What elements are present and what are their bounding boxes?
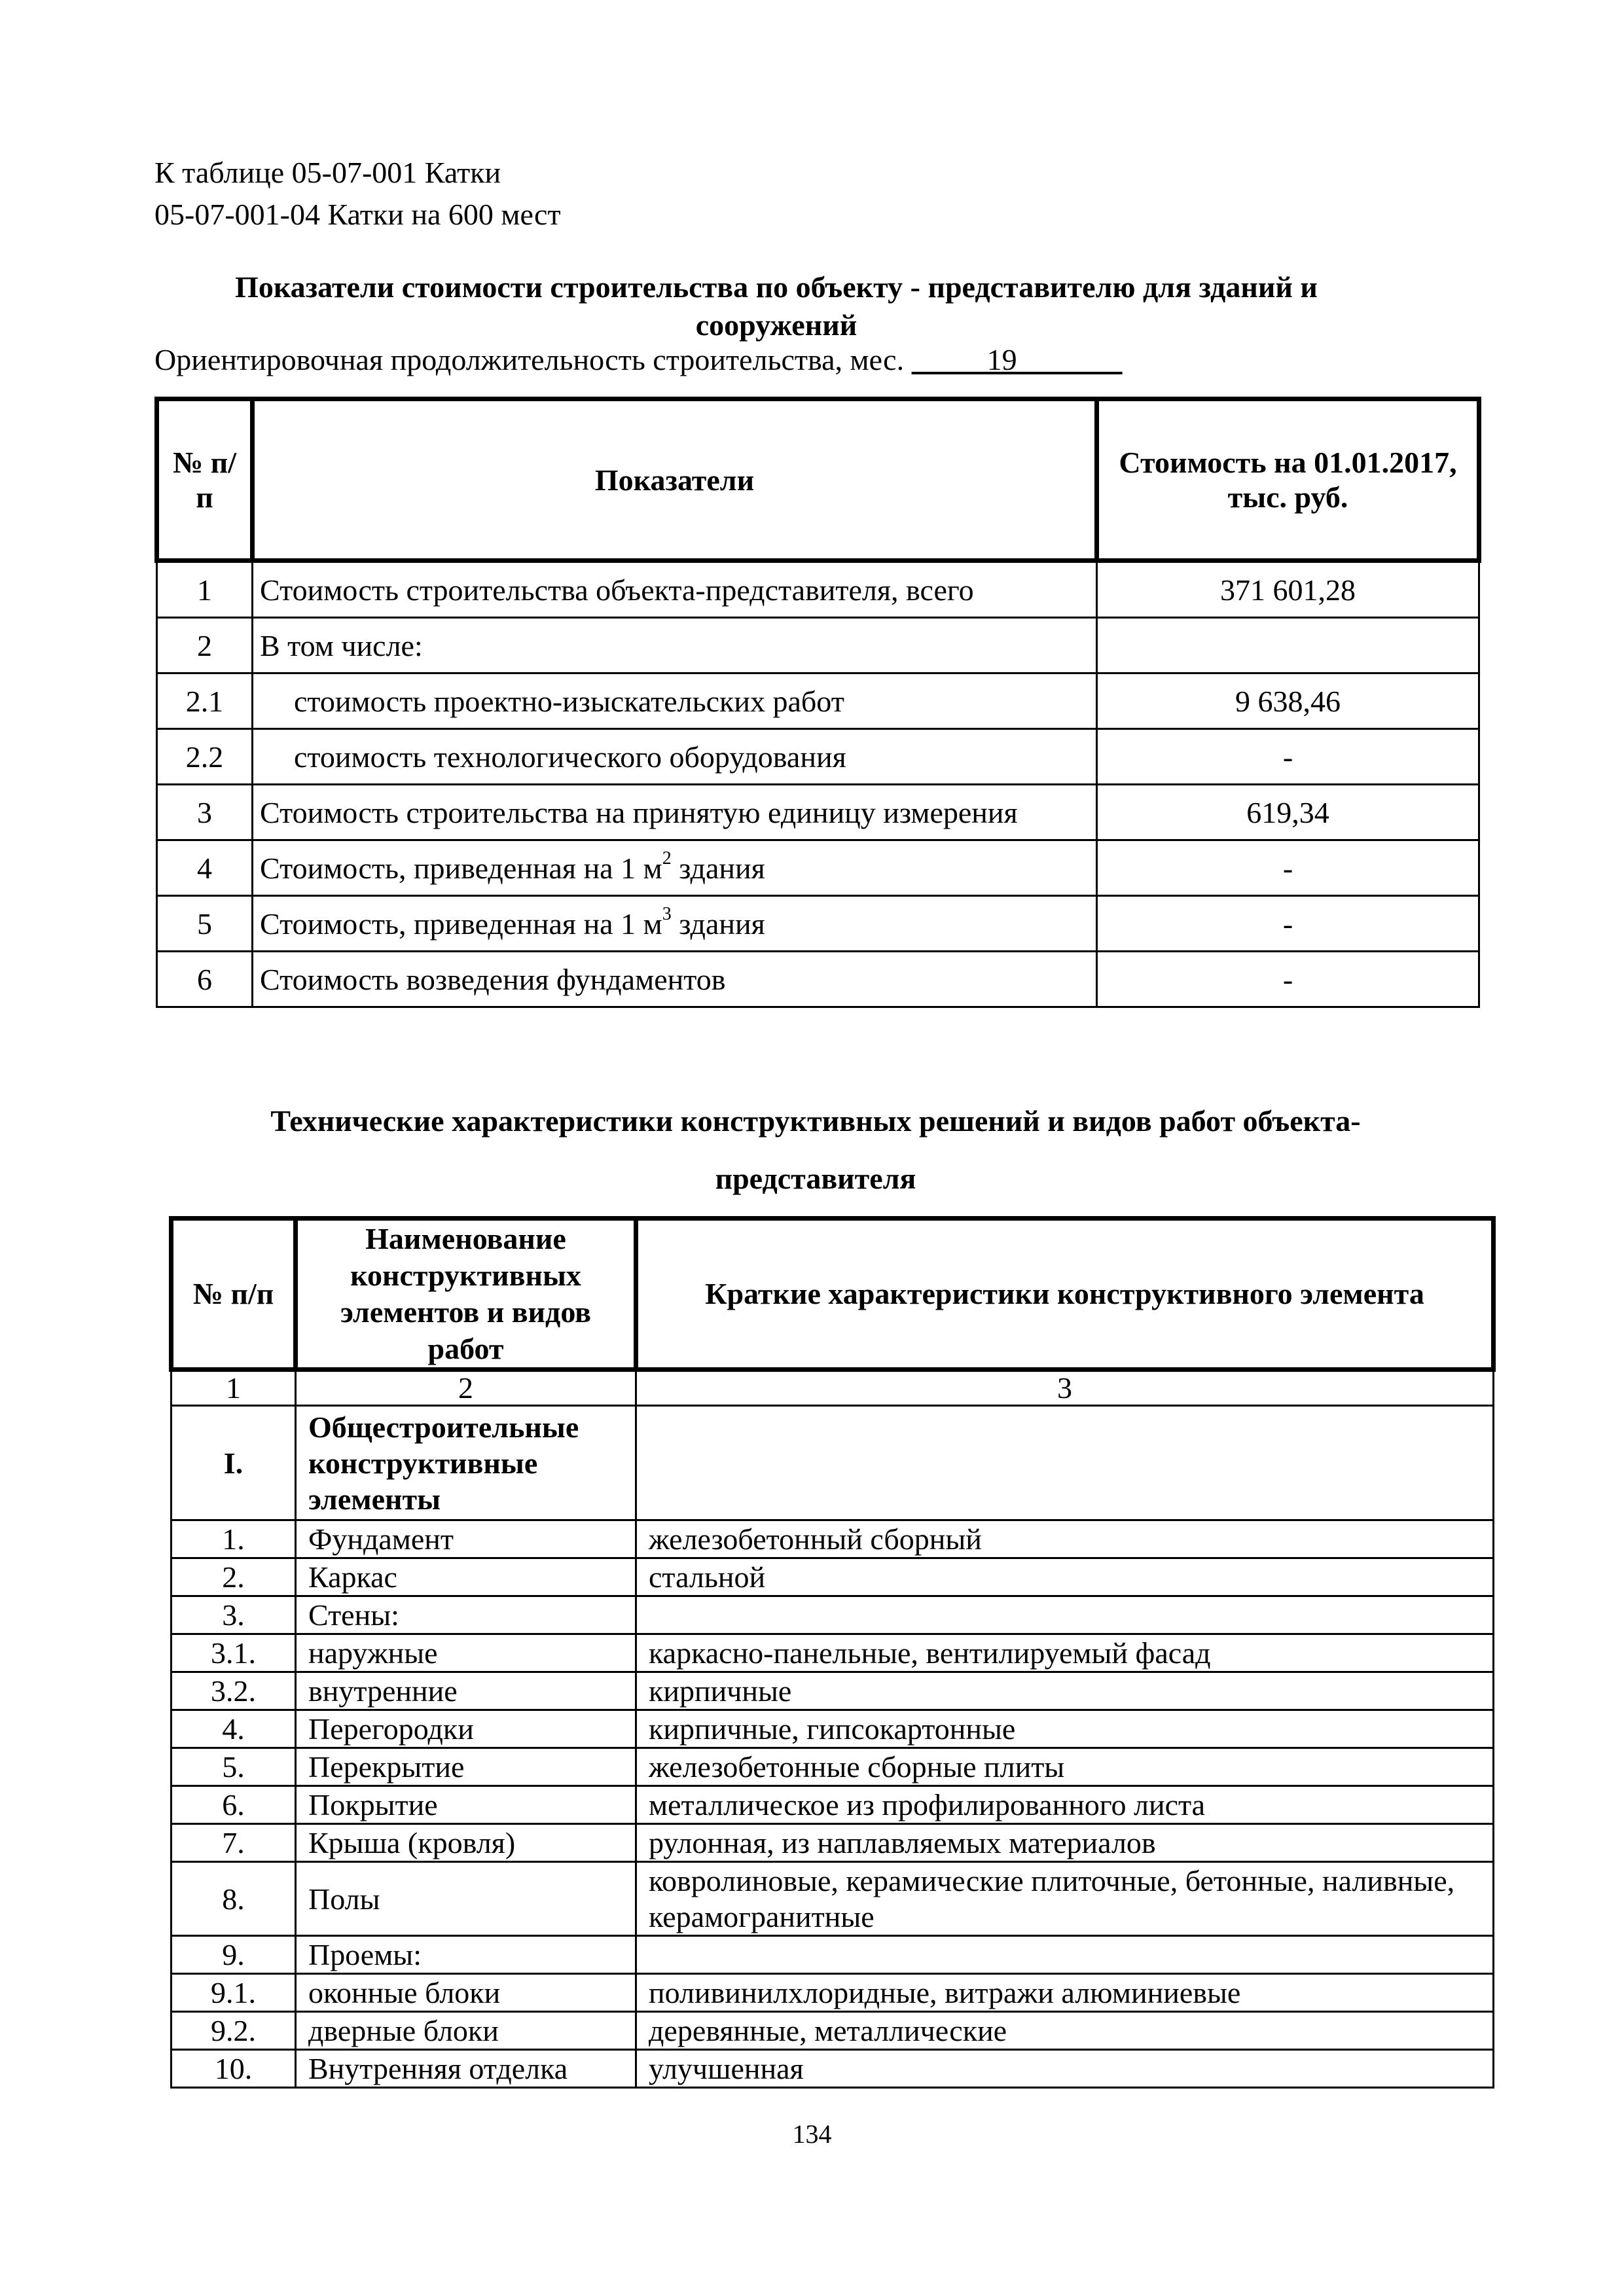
row-num: 2: [157, 618, 253, 673]
row-name: Стоимость строительства на принятую единицу измерения: [253, 785, 1097, 840]
column-header-cost: Стоимость на 01.01.2017, тыс. руб.: [1097, 399, 1479, 561]
row-name: Стоимость строительства объекта-представителя, всего: [253, 561, 1097, 618]
table-row: [171, 1634, 1494, 1672]
table-row: [171, 1596, 1494, 1634]
row-num: 9.: [171, 1936, 296, 1974]
table-row: [171, 1824, 1494, 1862]
table-row: [171, 1520, 1494, 1558]
row-name: Полы: [296, 1862, 636, 1936]
row-num: 7.: [171, 1824, 296, 1862]
section2-title-line-2: представителя: [715, 1162, 916, 1195]
table-row: [157, 618, 1479, 673]
column-number: 2: [296, 1370, 636, 1406]
section-desc: [636, 1406, 1494, 1520]
duration-label: Ориентировочная продолжительность строительства, мес.: [154, 343, 905, 376]
row-desc: металлическое из профилированного листа: [636, 1786, 1494, 1824]
row-name: Перегородки: [296, 1710, 636, 1748]
row-desc: [636, 1936, 1494, 1974]
section2-title-line-1: Технические характеристики конструктивных решений и видов работ объекта-: [270, 1104, 1361, 1138]
row-name: Стены:: [296, 1596, 636, 1634]
row-name: Внутренняя отделка: [296, 2050, 636, 2088]
section-name: Общестроительные конструктивные элементы: [296, 1406, 636, 1520]
row-name: внутренние: [296, 1672, 636, 1710]
cost-indicators-table: [154, 397, 1481, 1008]
row-desc: поливинилхлоридные, витражи алюминиевые: [636, 1974, 1494, 2012]
row-name: Перекрытие: [296, 1748, 636, 1786]
table-row: [171, 1862, 1494, 1936]
row-num: 10.: [171, 2050, 296, 2088]
row-name: В том числе:: [253, 618, 1097, 673]
table-row: [157, 952, 1479, 1007]
row-num: 2.2: [157, 729, 253, 785]
section-num: I.: [171, 1406, 296, 1520]
row-name: Фундамент: [296, 1520, 636, 1558]
row-value: -: [1097, 952, 1479, 1007]
table-row: [171, 1710, 1494, 1748]
table-row: [157, 673, 1479, 729]
row-desc: кирпичные, гипсокартонные: [636, 1710, 1494, 1748]
row-name: Стоимость, приведенная на 1 $м^3$ здания: [253, 896, 1097, 952]
row-num: 5: [157, 896, 253, 952]
table-row: [171, 1974, 1494, 2012]
table-row: [171, 1672, 1494, 1710]
row-num: 1.: [171, 1520, 296, 1558]
table-row: [157, 561, 1479, 618]
column-numbers-row: [171, 1370, 1494, 1406]
row-value: 371 601,28: [1097, 561, 1479, 618]
table-header-row: [171, 1219, 1494, 1370]
row-name: Проемы:: [296, 1936, 636, 1974]
table-row: [171, 1936, 1494, 1974]
row-value: 9 638,46: [1097, 673, 1479, 729]
row-num: 8.: [171, 1862, 296, 1936]
column-header-num: № п/п: [171, 1219, 296, 1370]
row-name: Покрытие: [296, 1786, 636, 1824]
table-row: [171, 2050, 1494, 2088]
column-header-num: № п/п: [157, 399, 253, 561]
row-num: 6.: [171, 1786, 296, 1824]
row-num: 4: [157, 840, 253, 896]
row-num: 6: [157, 952, 253, 1007]
table-row: [171, 1558, 1494, 1596]
row-num: 3.1.: [171, 1634, 296, 1672]
row-name: Каркас: [296, 1558, 636, 1596]
row-value: -: [1097, 729, 1479, 785]
section1-title-line-2: сооружений: [695, 308, 857, 342]
table-row: [157, 840, 1479, 896]
table-row: [171, 1786, 1494, 1824]
row-desc: ковролиновые, керамические плиточные, бетонные, наливные, керамогранитные: [636, 1862, 1494, 1936]
row-num: 3.2.: [171, 1672, 296, 1710]
row-value: [1097, 618, 1479, 673]
row-num: 2.: [171, 1558, 296, 1596]
table-row: [157, 785, 1479, 840]
row-desc: [636, 1596, 1494, 1634]
row-num: 5.: [171, 1748, 296, 1786]
row-name: дверные блоки: [296, 2012, 636, 2050]
technical-characteristics-table: [169, 1216, 1496, 2089]
table-row: [157, 729, 1479, 785]
page-number: 134: [792, 2119, 832, 2149]
row-num: 1: [157, 561, 253, 618]
row-name: Крыша (кровля): [296, 1824, 636, 1862]
row-value: -: [1097, 840, 1479, 896]
row-num: 3.: [171, 1596, 296, 1634]
column-header-element: Наименование конструктивных элементов и видов работ: [296, 1219, 636, 1370]
row-num: 9.1.: [171, 1974, 296, 2012]
column-number: 3: [636, 1370, 1494, 1406]
row-name: наружные: [296, 1634, 636, 1672]
row-desc: улучшенная: [636, 2050, 1494, 2088]
row-desc: каркасно-панельные, вентилируемый фасад: [636, 1634, 1494, 1672]
column-header-description: Краткие характеристики конструктивного элемента: [636, 1219, 1494, 1370]
row-name: стоимость технологического оборудования: [253, 729, 1097, 785]
header-line-2: 05-07-001-04 Катки на 600 мест: [154, 198, 561, 231]
row-desc: железобетонные сборные плиты: [636, 1748, 1494, 1786]
table-row: [171, 1748, 1494, 1786]
column-number: 1: [171, 1370, 296, 1406]
row-name: стоимость проектно-изыскательских работ: [253, 673, 1097, 729]
row-num: 3: [157, 785, 253, 840]
table-row: [157, 896, 1479, 952]
row-desc: стальной: [636, 1558, 1494, 1596]
row-value: 619,34: [1097, 785, 1479, 840]
row-name: Стоимость возведения фундаментов: [253, 952, 1097, 1007]
row-desc: кирпичные: [636, 1672, 1494, 1710]
row-num: 2.1: [157, 673, 253, 729]
row-name: Стоимость, приведенная на 1 $м^2$ здания: [253, 840, 1097, 896]
duration-value: 19: [986, 343, 1017, 376]
table-header-row: [157, 399, 1479, 561]
column-header-indicators: Показатели: [253, 399, 1097, 561]
row-num: 4.: [171, 1710, 296, 1748]
construction-duration: [154, 339, 1123, 381]
row-name: оконные блоки: [296, 1974, 636, 2012]
row-desc: железобетонный сборный: [636, 1520, 1494, 1558]
section1-title-line-1: Показатели стоимости строительства по объекту - представителю для зданий и: [235, 270, 1318, 304]
row-value: -: [1097, 896, 1479, 952]
table-row: [171, 2012, 1494, 2050]
row-num: 9.2.: [171, 2012, 296, 2050]
row-desc: рулонная, из наплавляемых материалов: [636, 1824, 1494, 1862]
row-desc: деревянные, металлические: [636, 2012, 1494, 2050]
section-row: [171, 1406, 1494, 1520]
header-line-1: К таблице 05-07-001 Катки: [154, 156, 501, 189]
